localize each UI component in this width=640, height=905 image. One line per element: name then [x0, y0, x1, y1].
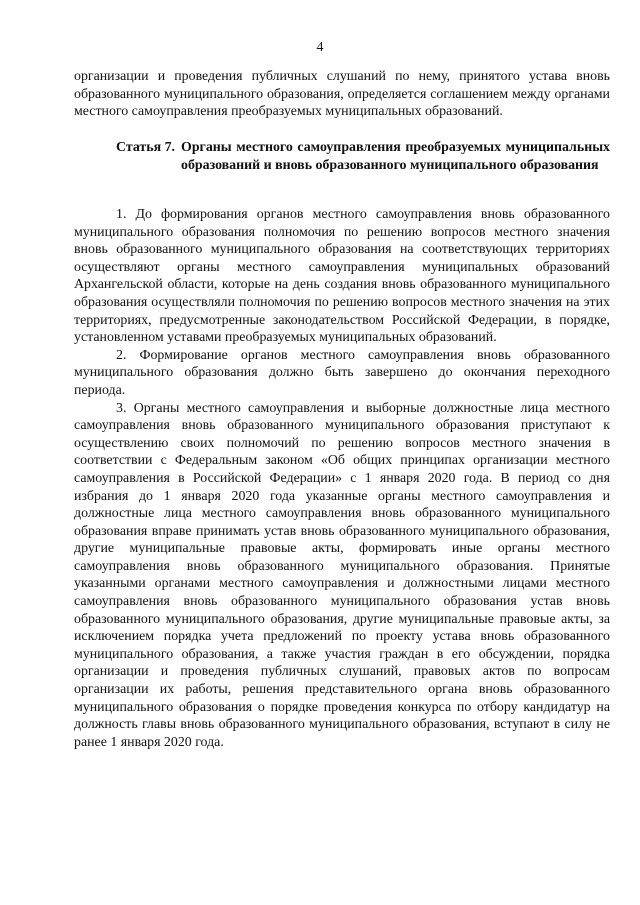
paragraph-1: 1. До формирования органов местного самоуправления вновь образованного муниципального образования полномочия по решению вопросов местного значения вновь образованного муниципального образования на соответствующих территориях осуществляют органы местного самоуправления муниципальных образований Архангельской области, которые на день создания вновь образованного муниципального образования осуществляли полномочия по решению вопросов местного значения на этих территориях, предусмотренные законодательством Российской Федерации, в порядке, установленном уставами преобразуемых муниципальных образований. — [74, 207, 610, 346]
page-number: 4 — [316, 40, 324, 55]
paragraph-3: 3. Органы местного самоуправления и выборные должностные лица местного самоуправления вновь образованного муниципального образования приступают к осуществлению своих полномочий по решению вопросов местного значения в соответствии с Федеральным законом «Об общих принципах организации местного самоуправления в Российской Федерации» с 1 января 2020 года. В период со дня избрания до 1 января 2020 года указанные органы местного самоуправления и должностные лица местного самоуправления вновь образованного муниципального образования вправе принимать устав вновь образованного муниципального образования, другие муниципальные правовые акты, формировать иные органы местного самоуправления вновь образованного муниципального образования. Принятые указанными органами местного самоуправления и должностными лицами местного самоуправления вновь образованного муниципального образования устав вновь образованного муниципального образования, другие муниципальные правовые акты, за исключением порядка учета предложений по проекту устава вновь образованного муниципального образования, а также участия граждан в его обсуждении, порядка организации и проведения публичных слушаний, правовых актов по вопросам организации их работы, решения представительного органа вновь образованного муниципального образования о порядке проведения конкурса по отбору кандидатур на должность главы вновь образованного муниципального образования, вступают в силу не ранее 1 января 2020 года. — [74, 400, 610, 750]
article-body — [74, 206, 610, 751]
intro-paragraph: организации и проведения публичных слушаний по нему, принятого устава вновь образованного муниципального образования, определяется соглашением между органами местного самоуправления преобразуемых муниципальных образований. — [74, 69, 610, 120]
article-label: Статья 7. — [116, 140, 176, 155]
article-heading — [116, 139, 610, 174]
article-title: Органы местного самоуправления преобразуемых муниципальных образований и вновь образованного муниципального образования — [181, 140, 610, 173]
paragraph-2: 2. Формирование органов местного самоуправления вновь образованного муниципального образования должно быть завершено до окончания переходного периода. — [74, 347, 610, 398]
